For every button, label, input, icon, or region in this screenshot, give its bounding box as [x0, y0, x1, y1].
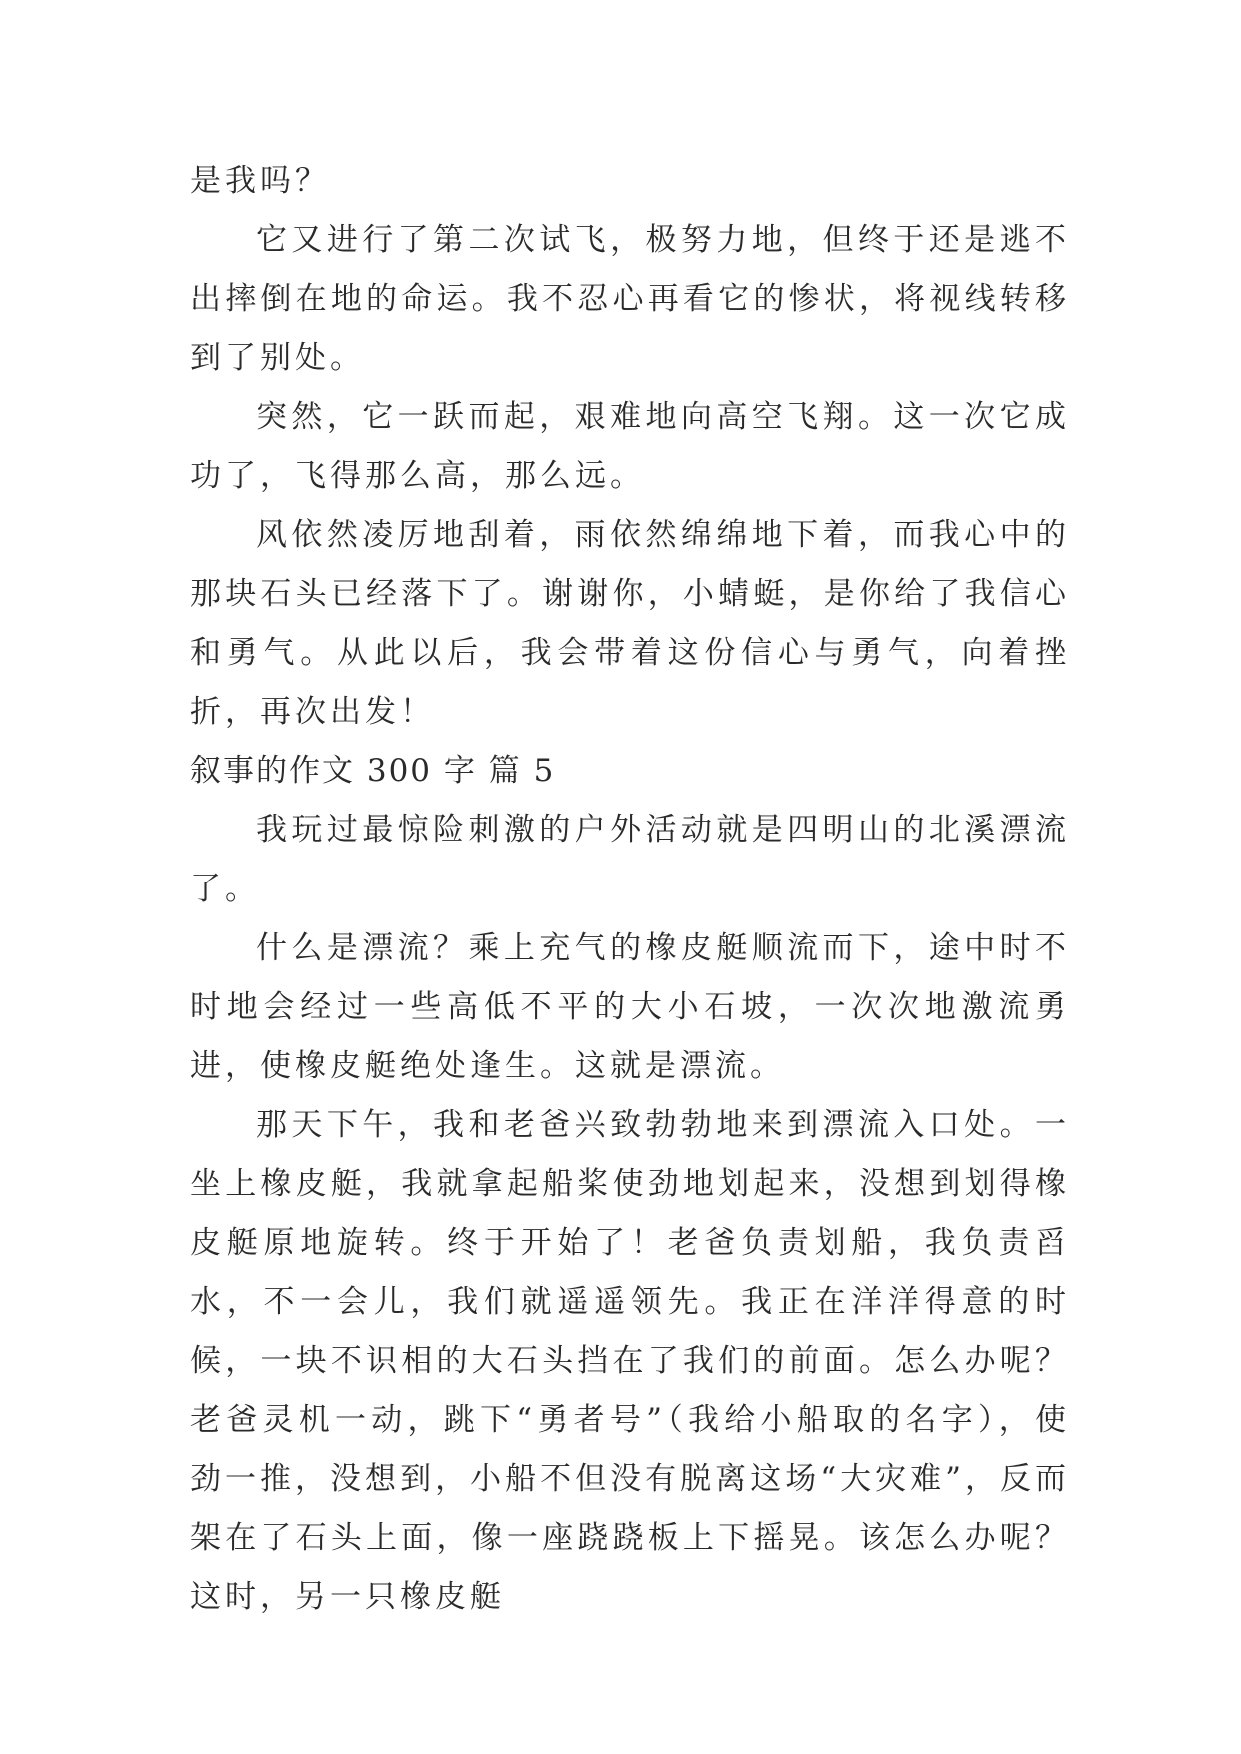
paragraph: 什么是漂流？乘上充气的橡皮艇顺流而下，途中时不时地会经过一些高低不平的大小石坡，一次次地激流勇进，使橡皮艇绝处逢生。这就是漂流。 — [190, 930, 1070, 1084]
section-heading: 叙事的作文 300 字 篇 5 — [190, 753, 556, 789]
paragraph: 突然，它一跃而起，艰难地向高空飞翔。这一次它成功了，飞得那么高，那么远。 — [190, 399, 1070, 494]
paragraph: 它又进行了第二次试飞，极努力地，但终于还是逃不出摔倒在地的命运。我不忍心再看它的惨状，将视线转移到了别处。 — [190, 222, 1070, 376]
paragraph-continuation: 是我吗？ — [190, 163, 330, 199]
paragraph: 我玩过最惊险刺激的户外活动就是四明山的北溪漂流了。 — [190, 812, 1070, 907]
paragraph: 风依然凌厉地刮着，雨依然绵绵地下着，而我心中的那块石头已经落下了。谢谢你，小蜻蜓，是你给了我信心和勇气。从此以后，我会带着这份信心与勇气，向着挫折，再次出发！ — [190, 517, 1070, 730]
document-body — [190, 152, 1070, 1627]
paragraph: 那天下午，我和老爸兴致勃勃地来到漂流入口处。一坐上橡皮艇，我就拿起船桨使劲地划起来，没想到划得橡皮艇原地旋转。终于开始了！老爸负责划船，我负责舀水，不一会儿，我们就遥遥领先。我正在洋洋得意的时候，一块不识相的大石头挡在了我们的前面。怎么办呢？老爸灵机一动，跳下“勇者号”（我给小船取的名字），使劲一推，没想到，小船不但没有脱离这场“大灾难”，反而架在了石头上面，像一座跷跷板上下摇晃。该怎么办呢？这时，另一只橡皮艇 — [190, 1107, 1070, 1615]
